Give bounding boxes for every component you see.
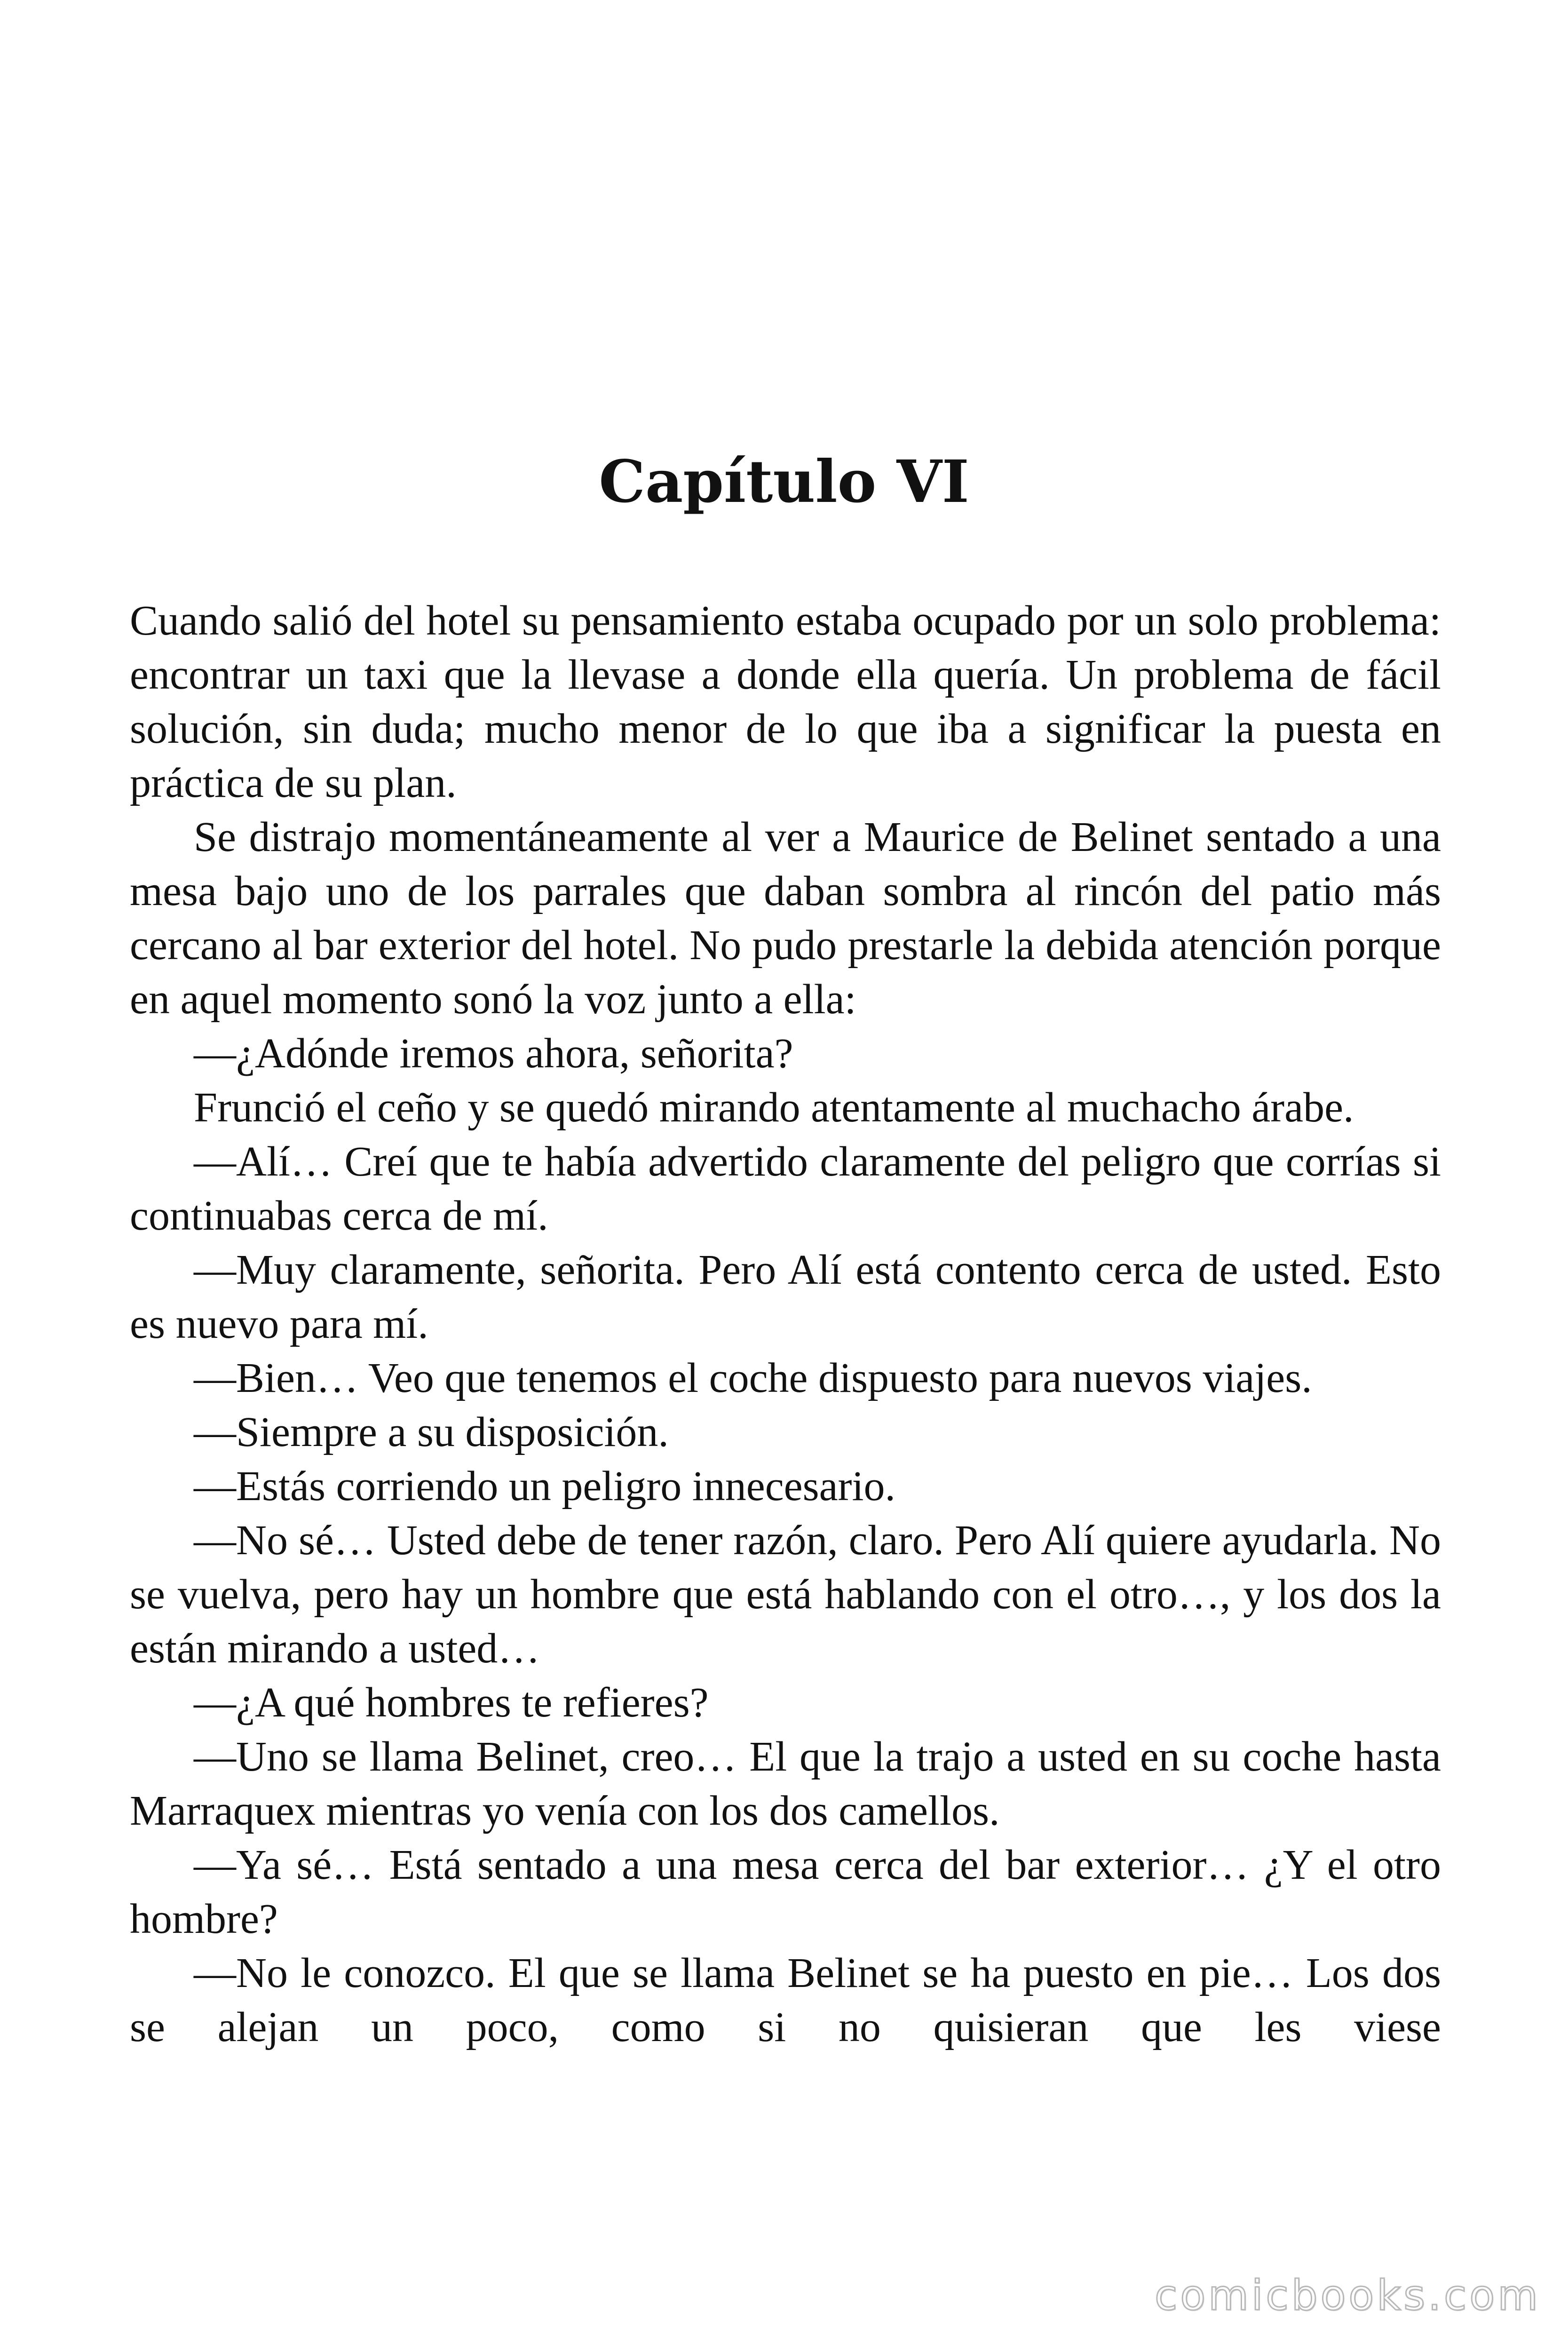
paragraph: —Estás corriendo un peligro innecesario. <box>194 1463 896 1510</box>
paragraph: —Ya sé… Está sentado a una mesa cerca del bar exterior… ¿Y el otro hombre? <box>130 1842 1441 1942</box>
paragraph: —Uno se llama Belinet, creo… El que la trajo a usted en su coche hasta Marraquex mientras yo venía con los dos camellos. <box>130 1733 1441 1834</box>
watermark: comicbooks.com <box>1154 2271 1541 2320</box>
paragraph: Se distrajo momentáneamente al ver a Maurice de Belinet sentado a una mesa bajo uno de los parrales que daban sombra al rincón del patio más cercano al bar exterior del hotel. No pudo prestarle la debida atención porque en aquel momento sonó la voz junto a ella: <box>130 814 1441 1023</box>
paragraph: —No sé… Usted debe de tener razón, claro. Pero Alí quiere ayudarla. No se vuelva, pero hay un hombre que está hablando con el otro…, y los dos la están mirando a usted… <box>130 1517 1441 1672</box>
paragraph: —Bien… Veo que tenemos el coche dispuesto para nuevos viajes. <box>194 1355 1312 1401</box>
paragraph: —No le conozco. El que se llama Belinet se ha puesto en pie… Los dos se alejan un poco, como si no quisieran que les viese <box>130 1950 1441 2050</box>
paragraph: Cuando salió del hotel su pensamiento estaba ocupado por un solo problema: encontrar un taxi que la llevase a donde ella quería. Un problema de fácil solución, sin duda; mucho menor de lo que iba a significar la puesta en práctica de su plan. <box>130 597 1441 806</box>
chapter-body <box>130 594 1441 2054</box>
paragraph: —Siempre a su disposición. <box>194 1409 669 1455</box>
paragraph: —Muy claramente, señorita. Pero Alí está contento cerca de usted. Esto es nuevo para mí. <box>130 1247 1441 1347</box>
paragraph: —¿A qué hombres te refieres? <box>194 1679 709 1726</box>
paragraph: —Alí… Creí que te había advertido claramente del peligro que corrías si continuabas cerca de mí. <box>130 1138 1441 1239</box>
paragraph: Frunció el ceño y se quedó mirando atentamente al muchacho árabe. <box>194 1084 1354 1131</box>
paragraph: —¿Adónde iremos ahora, señorita? <box>194 1030 793 1077</box>
chapter-title: Capítulo VI <box>599 448 969 516</box>
